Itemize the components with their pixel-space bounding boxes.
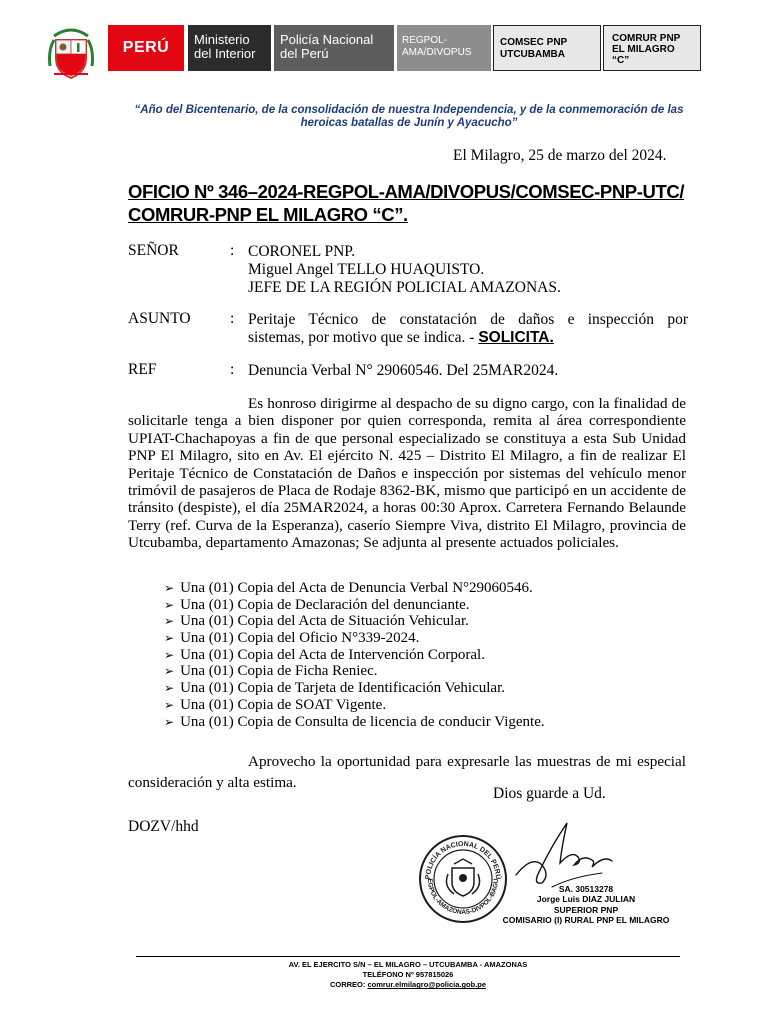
list-item xyxy=(164,597,545,614)
senor-line: Miguel Angel TELLO HUAQUISTO. xyxy=(248,261,485,278)
peru-coat-of-arms-logo xyxy=(48,26,94,80)
enclosure-text: Una (01) Copia de Consulta de licencia de conducir Vigente. xyxy=(180,713,545,730)
comrur-line: EL MILAGRO xyxy=(612,44,675,55)
year-motto: “Año del Bicentenario, de la consolidación de nuestra Independencia, y de la conmemoración de las heroicas batallas de Junín y Ayacucho” xyxy=(134,104,684,129)
policia-banner xyxy=(274,25,394,71)
signature-rank: SUPERIOR PNP xyxy=(553,904,619,915)
enclosure-text: Una (01) Copia de Declaración del denunciante. xyxy=(180,596,470,613)
arrow-bullet-icon: ➢ xyxy=(164,631,175,646)
footer-email-link[interactable]: comrur.elmilagro@policia.gob.pe xyxy=(367,980,487,990)
arrow-bullet-icon: ➢ xyxy=(164,714,175,729)
list-item xyxy=(164,680,545,697)
oficio-title: OFICIO Nº 346–2024-REGPOL-AMA/DIVOPUS/COMSEC-PNP-UTC/ COMRUR-PNP EL MILAGRO “C”. xyxy=(128,181,685,225)
senor-colon: : xyxy=(230,242,235,259)
ministerio-banner xyxy=(188,25,271,71)
comsec-line: COMSEC PNP xyxy=(500,37,568,48)
comrur-banner xyxy=(603,25,701,71)
list-item xyxy=(164,663,545,680)
peru-banner xyxy=(108,25,184,71)
asunto-line-2 xyxy=(248,328,554,347)
body-paragraph: Es honroso dirigirme al despacho de su digno cargo, con la finalidad de solicitarle tenga a bien disponer por quien corresponda, remita al área correspondiente UPIAT-Chachapoyas a fin de que personal especializado se constituya a esta Sub Unidad PNP El Milagro, sito en Av. El ejército N. 425 – Distrito El Milagro, a fin de realizar El Peritaje Técnico de Constatación de Daños e inspección por sistemas del vehículo menor trimóvil de pasajeros de Placa de Rodaje 8362-BK, mismo que participó en un accidente de tránsito (despiste), el día 25MAR2024, a horas 00:30 Aprox. Carretera Fernando Belaunde Terry (ref. Curva de la Esperanza), caserío Siempre Viva, distrito El Milagro, provincia de Utcubamba, departamento Amazonas; Se adjunta al presente actuados policiales. xyxy=(128,395,686,552)
comrur-line: COMRUR PNP xyxy=(612,33,681,44)
arrow-bullet-icon: ➢ xyxy=(164,664,175,679)
signature-name: Jorge Luis DIAZ JULIAN xyxy=(536,894,636,905)
footer-divider xyxy=(136,956,680,957)
peru-label: PERÚ xyxy=(122,39,170,56)
arrow-bullet-icon: ➢ xyxy=(164,614,175,629)
enclosure-text: Una (01) Copia de Tarjeta de Identificación Vehicular. xyxy=(180,680,506,697)
regpol-line: REGPOL- xyxy=(402,35,448,46)
senor-label: SEÑOR xyxy=(128,242,179,259)
list-item xyxy=(164,613,545,630)
list-item xyxy=(164,580,545,597)
handwritten-signature xyxy=(512,815,617,890)
footer-email-label: CORREO: xyxy=(329,980,368,990)
asunto-colon: : xyxy=(230,310,235,327)
signature-post: COMISARIO (I) RURAL PNP EL MILAGRO xyxy=(502,915,670,926)
closing-paragraph: Aprovecho la oportunidad para expresarle las muestras de mi especial consideración y alta estima. xyxy=(128,753,686,791)
regpol-line: AMA/DIVOPUS xyxy=(402,47,472,58)
date-line: El Milagro, 25 de marzo del 2024. xyxy=(453,147,667,164)
enclosure-text: Una (01) Copia del Acta de Situación Vehicular. xyxy=(180,613,469,630)
enclosure-text: Una (01) Copia del Oficio N°339-2024. xyxy=(180,630,420,647)
ministerio-line: Ministerio xyxy=(194,32,250,47)
comrur-line: “C” xyxy=(612,55,630,66)
asunto-line: Peritaje Técnico de constatación de daños e inspección por xyxy=(248,311,688,328)
initials: DOZV/hhd xyxy=(128,818,199,835)
senor-line: JEFE DE LA REGIÓN POLICIAL AMAZONAS. xyxy=(248,279,561,296)
ministerio-line: del Interior xyxy=(194,46,256,61)
enclosure-list xyxy=(164,580,545,730)
ref-text: Denuncia Verbal N° 29060546. Del 25MAR2024. xyxy=(248,362,559,379)
farewell-line: Dios guarde a Ud. xyxy=(493,785,606,802)
policia-line: Policía Nacional xyxy=(280,32,374,47)
comsec-banner xyxy=(493,25,601,71)
arrow-bullet-icon: ➢ xyxy=(164,647,175,662)
signature-block xyxy=(486,884,686,926)
arrow-bullet-icon: ➢ xyxy=(164,581,175,595)
list-item xyxy=(164,647,545,664)
enclosure-text: Una (01) Copia de SOAT Vigente. xyxy=(180,696,387,713)
policia-line: del Perú xyxy=(280,46,329,61)
enclosure-text: Una (01) Copia de Ficha Reniec. xyxy=(180,663,378,680)
list-item xyxy=(164,630,545,647)
footer-address: AV. EL EJERCITO S/N – EL MILAGRO – UTCUBAMBA - AMAZONAS xyxy=(288,960,528,969)
comsec-line: UTCUBAMBA xyxy=(500,49,565,60)
senor-line: CORONEL PNP. xyxy=(248,243,356,260)
list-item xyxy=(164,697,545,714)
arrow-bullet-icon: ➢ xyxy=(164,597,175,612)
list-item xyxy=(164,714,545,731)
footer-phone: TELÉFONO Nº 957815026 xyxy=(362,970,454,980)
ref-label: REF xyxy=(128,361,157,378)
asunto-label: ASUNTO xyxy=(128,310,191,327)
solicita-keyword: SOLICITA. xyxy=(478,329,554,346)
footer-email-line xyxy=(136,980,680,990)
arrow-bullet-icon: ➢ xyxy=(164,697,175,712)
stamp-bottom-text: EGPOL-AMAZONAS-DIVPOL-BAGU xyxy=(425,878,501,917)
stamp-top-text: POLICÍA NACIONAL DEL PERÚ xyxy=(424,840,502,880)
ref-colon: : xyxy=(230,361,235,378)
enclosure-text: Una (01) Copia del Acta de Denuncia Verbal N°29060546. xyxy=(180,580,533,596)
footer xyxy=(136,960,680,991)
enclosure-text: Una (01) Copia del Acta de Intervención Corporal. xyxy=(180,646,485,663)
signature-cip: SA. 30513278 xyxy=(558,884,614,894)
regpol-banner xyxy=(397,25,491,71)
asunto-text: sistemas, por motivo que se indica. - xyxy=(248,329,479,346)
arrow-bullet-icon: ➢ xyxy=(164,681,175,696)
